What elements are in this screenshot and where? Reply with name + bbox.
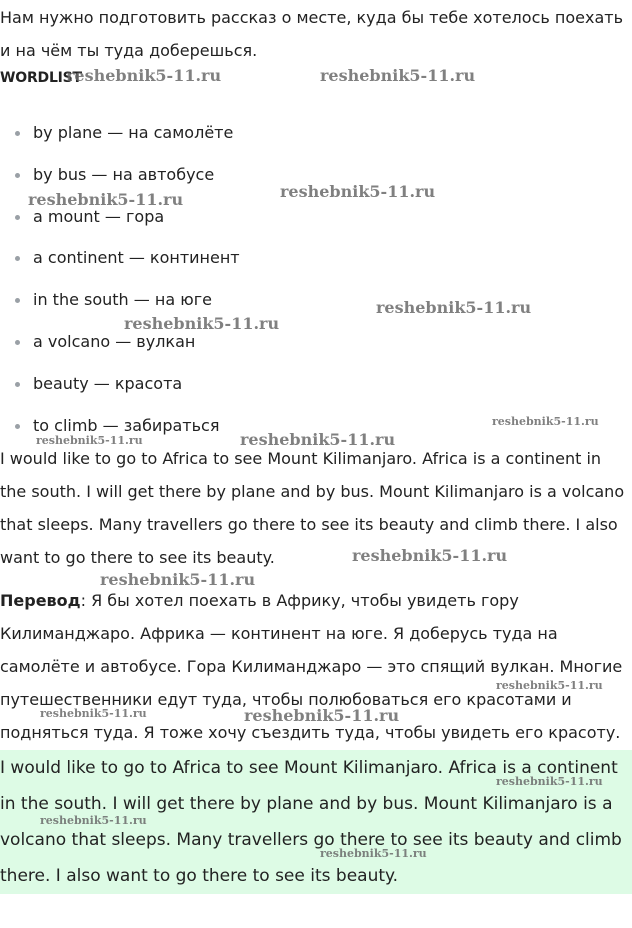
watermark: reshebnik5-11.ru bbox=[320, 847, 427, 860]
watermark: reshebnik5-11.ru bbox=[496, 679, 603, 692]
watermark: reshebnik5-11.ru bbox=[352, 546, 508, 565]
watermark: reshebnik5-11.ru bbox=[376, 298, 532, 317]
watermark: reshebnik5-11.ru bbox=[492, 415, 599, 428]
watermark: reshebnik5-11.ru bbox=[496, 775, 603, 788]
watermark: reshebnik5-11.ru bbox=[280, 182, 436, 201]
wordlist-item-text: a continent — континент bbox=[33, 248, 240, 268]
bullet-icon bbox=[15, 173, 20, 178]
story-text: I would like to go to Africa to see Mount Kilimanjaro. Africa is a continent in the south. I will get there by plane and by bus. Mount Kilimanjaro is a volcano that sleeps. Many travellers go there to see its beauty and climb there. I also want to go there to see its beauty. bbox=[0, 449, 625, 567]
watermark: reshebnik5-11.ru bbox=[100, 570, 256, 589]
wordlist-item-text: beauty — красота bbox=[33, 373, 183, 393]
wordlist bbox=[0, 112, 240, 446]
bullet-icon bbox=[15, 256, 20, 261]
watermark: reshebnik5-11.ru bbox=[66, 66, 222, 85]
watermark: reshebnik5-11.ru bbox=[320, 66, 476, 85]
highlighted-answer-text: I would like to go to Africa to see Mount Kilimanjaro. Africa is a continent in the south. I will get there by plane and by bus. Mount Kilimanjaro is a volcano that sleeps. Many travellers go there to see its beauty and climb there. I also want to go there to see its beauty. bbox=[0, 758, 622, 886]
wordlist-item bbox=[0, 237, 240, 279]
wordlist-item-text: in the south — на юге bbox=[33, 290, 212, 310]
watermark: reshebnik5-11.ru bbox=[124, 314, 280, 333]
watermark: reshebnik5-11.ru bbox=[36, 434, 143, 447]
bullet-icon bbox=[15, 298, 20, 303]
bullet-icon bbox=[15, 382, 20, 387]
wordlist-item bbox=[0, 112, 240, 154]
bullet-icon bbox=[15, 340, 20, 345]
wordlist-item-text: a mount — гора bbox=[33, 206, 165, 226]
bullet-icon bbox=[15, 424, 20, 429]
watermark: reshebnik5-11.ru bbox=[244, 706, 400, 725]
translation-label: Перевод bbox=[0, 591, 81, 610]
watermark: reshebnik5-11.ru bbox=[40, 707, 147, 720]
wordlist-item-text: by bus — на автобусе bbox=[33, 164, 215, 184]
task-intro: Нам нужно подготовить рассказ о месте, куда бы тебе хотелось поехать и на чём ты туда доберешься. bbox=[0, 8, 623, 60]
watermark: reshebnik5-11.ru bbox=[40, 814, 147, 827]
bullet-icon bbox=[15, 215, 20, 220]
watermark: reshebnik5-11.ru bbox=[28, 190, 184, 209]
wordlist-item bbox=[0, 363, 240, 405]
watermark: reshebnik5-11.ru bbox=[240, 430, 396, 449]
wordlist-item-text: a volcano — вулкан bbox=[33, 331, 196, 351]
wordlist-item-text: to climb — забираться bbox=[33, 415, 220, 435]
translation-body: : Я бы хотел поехать в Африку, чтобы увидеть гору Килиманджаро. Африка — континент на юге. Я доберусь туда на самолёте и автобусе. Гора Килиманджаро — это спящий вулкан. Многие путешественники едут туда, чтобы полюбоваться его красотами и подняться туда. Я тоже хочу съездить туда, чтобы увидеть его красоту. bbox=[0, 591, 623, 742]
wordlist-item-text: by plane — на самолёте bbox=[33, 123, 234, 142]
wordlist-title: WORDLIST bbox=[0, 70, 82, 86]
bullet-icon bbox=[15, 131, 20, 136]
